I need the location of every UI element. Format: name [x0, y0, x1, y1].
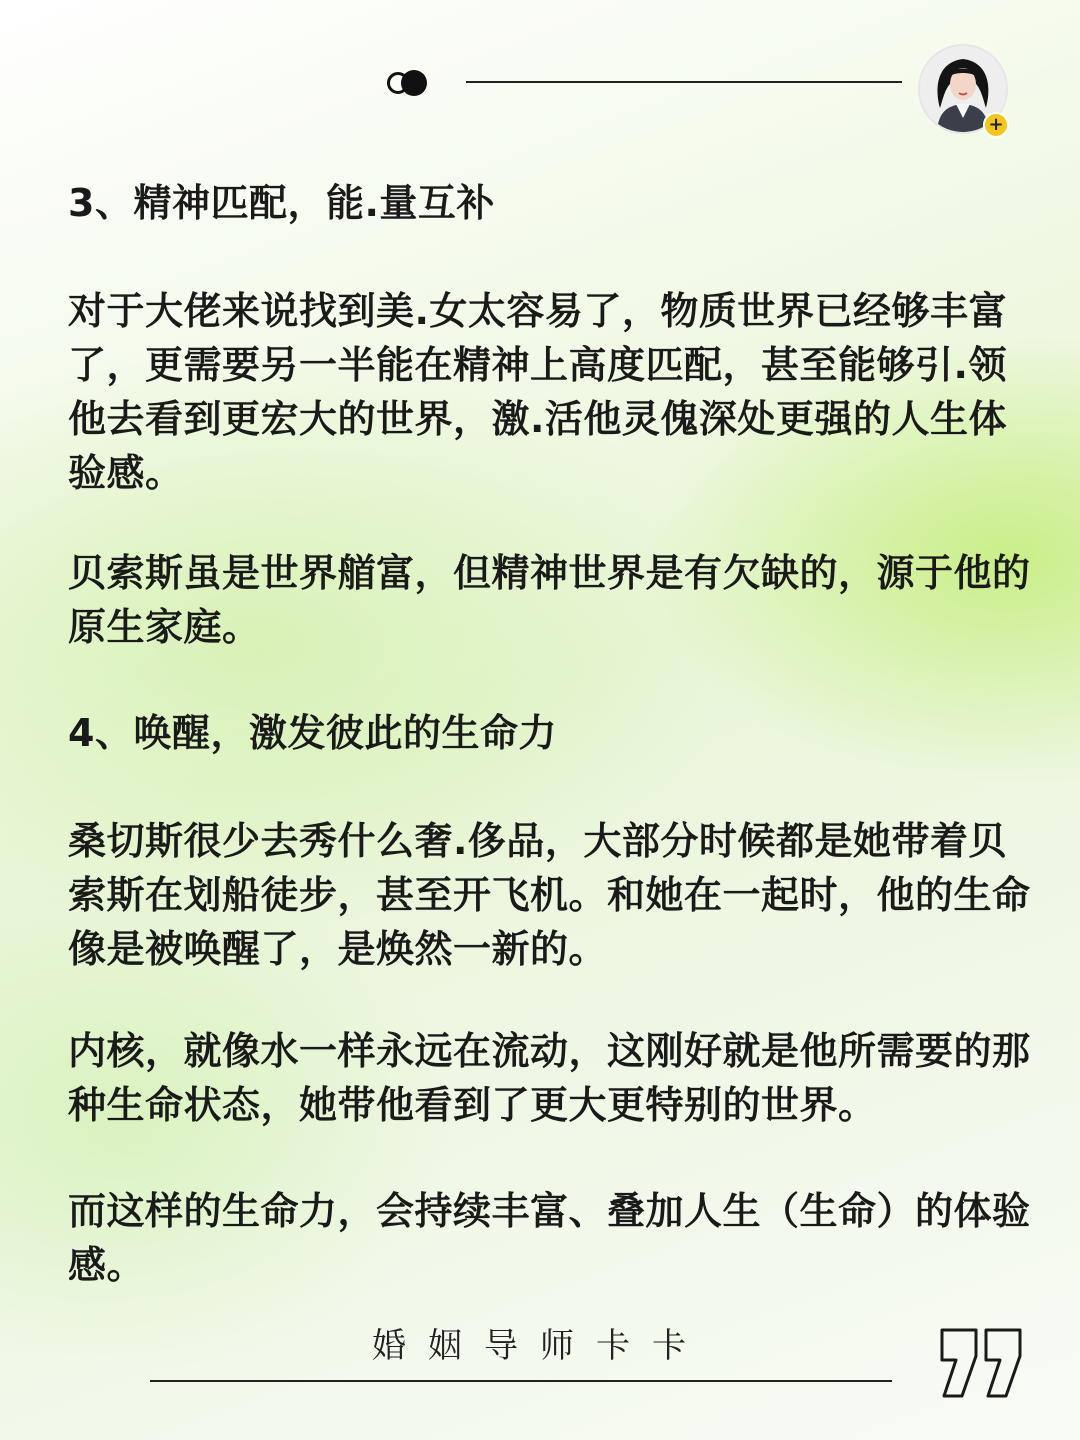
- header-divider: [466, 81, 902, 83]
- section-heading-3: 3、精神匹配，能.量互补: [68, 181, 495, 225]
- follow-badge[interactable]: +: [983, 112, 1009, 138]
- paragraph: 内核，就像水一样永远在流动，这刚好就是他所需要的那种生命状态，她带他看到了更大更特别的世界。: [68, 1029, 1031, 1127]
- header: [0, 0, 1080, 160]
- footer-divider: [150, 1380, 892, 1382]
- paragraph: 而这样的生命力，会持续丰富、叠加人生（生命）的体验感。: [68, 1189, 1031, 1287]
- two-circles-icon: [387, 70, 435, 98]
- paragraph: 对于大佬来说找到美.女太容易了，物质世界已经够丰富了，更需要另一半能在精神上高度匹配，甚至能够引.领他去看到更宏大的世界，激.活他灵傀深处更强的人生体验感。: [68, 289, 1007, 495]
- closing-quote-icon: [938, 1326, 1026, 1400]
- author-signature: 婚姻导师卡卡: [372, 1326, 708, 1366]
- section-heading-4: 4、唤醒，激发彼此的生命力: [68, 711, 557, 755]
- solid-circle: [401, 70, 427, 96]
- paragraph: 贝索斯虽是世界艏富，但精神世界是有欠缺的，源于他的原生家庭。: [68, 551, 1031, 649]
- paragraph: 桑切斯很少去秀什么奢.侈品，大部分时候都是她带着贝索斯在划船徒步，甚至开飞机。和她在一起时，他的生命像是被唤醒了，是焕然一新的。: [68, 819, 1031, 971]
